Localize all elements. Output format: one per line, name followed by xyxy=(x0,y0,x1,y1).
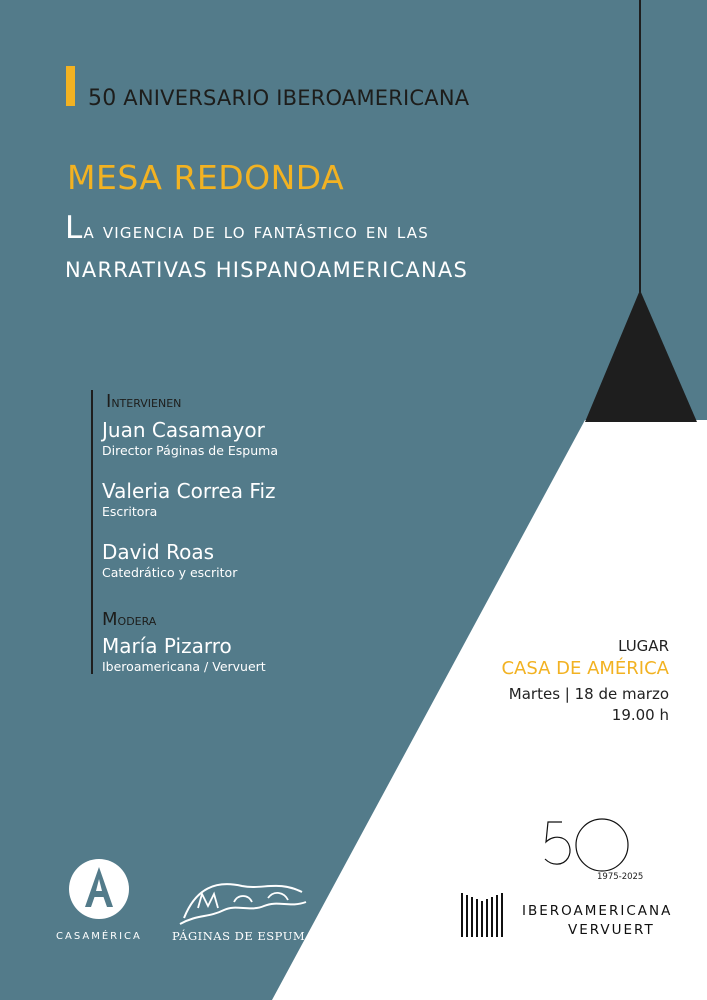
event-type: MESA REDONDA xyxy=(67,158,345,197)
anniversary-text: ANIVERSARIO IBEROAMERICANA xyxy=(123,86,470,110)
venue-label: LUGAR xyxy=(618,637,669,655)
moderator-role: Iberoamericana / Vervuert xyxy=(102,659,266,674)
paginas-espuma-logo-text: PÁGINAS DE ESPUMA xyxy=(172,929,314,943)
fifty-anniversary-logo-icon xyxy=(540,818,636,880)
moderator-heading-initial: M xyxy=(102,609,118,630)
subtitle-line1-text: a vigencia de lo fantástico en las xyxy=(83,219,429,243)
speakers-heading-text: ntervienen xyxy=(111,393,182,411)
speakers-heading-initial: I xyxy=(106,391,112,412)
event-subtitle-line1 xyxy=(65,210,429,246)
lamp-shade xyxy=(585,290,697,422)
moderator-heading-text: odera xyxy=(117,611,157,629)
speaker-name: Valeria Correa Fiz xyxy=(102,479,276,503)
moderator-name: María Pizarro xyxy=(102,634,232,658)
paginas-espuma-logo-icon xyxy=(178,872,310,928)
speakers-divider xyxy=(91,390,93,674)
venue-name: CASA DE AMÉRICA xyxy=(501,658,669,679)
speaker-name: David Roas xyxy=(102,540,215,564)
event-time: 19.00 h xyxy=(611,706,669,724)
casa-america-logo-icon xyxy=(66,855,132,927)
iberoamericana-logo-text: IBEROAMERICANA xyxy=(522,903,673,919)
anniversary-heading xyxy=(88,86,469,111)
moderator-heading xyxy=(102,609,156,630)
header-accent-bar xyxy=(66,66,75,106)
speaker-role: Director Páginas de Espuma xyxy=(102,443,279,458)
casa-america-logo-text: CASAMÉRICA xyxy=(56,931,142,942)
speakers-heading xyxy=(106,391,181,412)
anniversary-number: 50 xyxy=(88,86,117,111)
anniversary-years: 1975-2025 xyxy=(597,872,644,882)
vervuert-logo-text: VERVUERT xyxy=(568,922,655,938)
iberoamericana-books-icon xyxy=(461,893,507,939)
speaker-role: Escritora xyxy=(102,504,158,519)
event-subtitle-line2: NARRATIVAS HISPANOAMERICANAS xyxy=(65,258,468,282)
event-date: Martes | 18 de marzo xyxy=(508,685,669,703)
subtitle-initial: L xyxy=(65,210,84,246)
speaker-name: Juan Casamayor xyxy=(102,418,265,442)
speaker-role: Catedrático y escritor xyxy=(102,565,238,580)
